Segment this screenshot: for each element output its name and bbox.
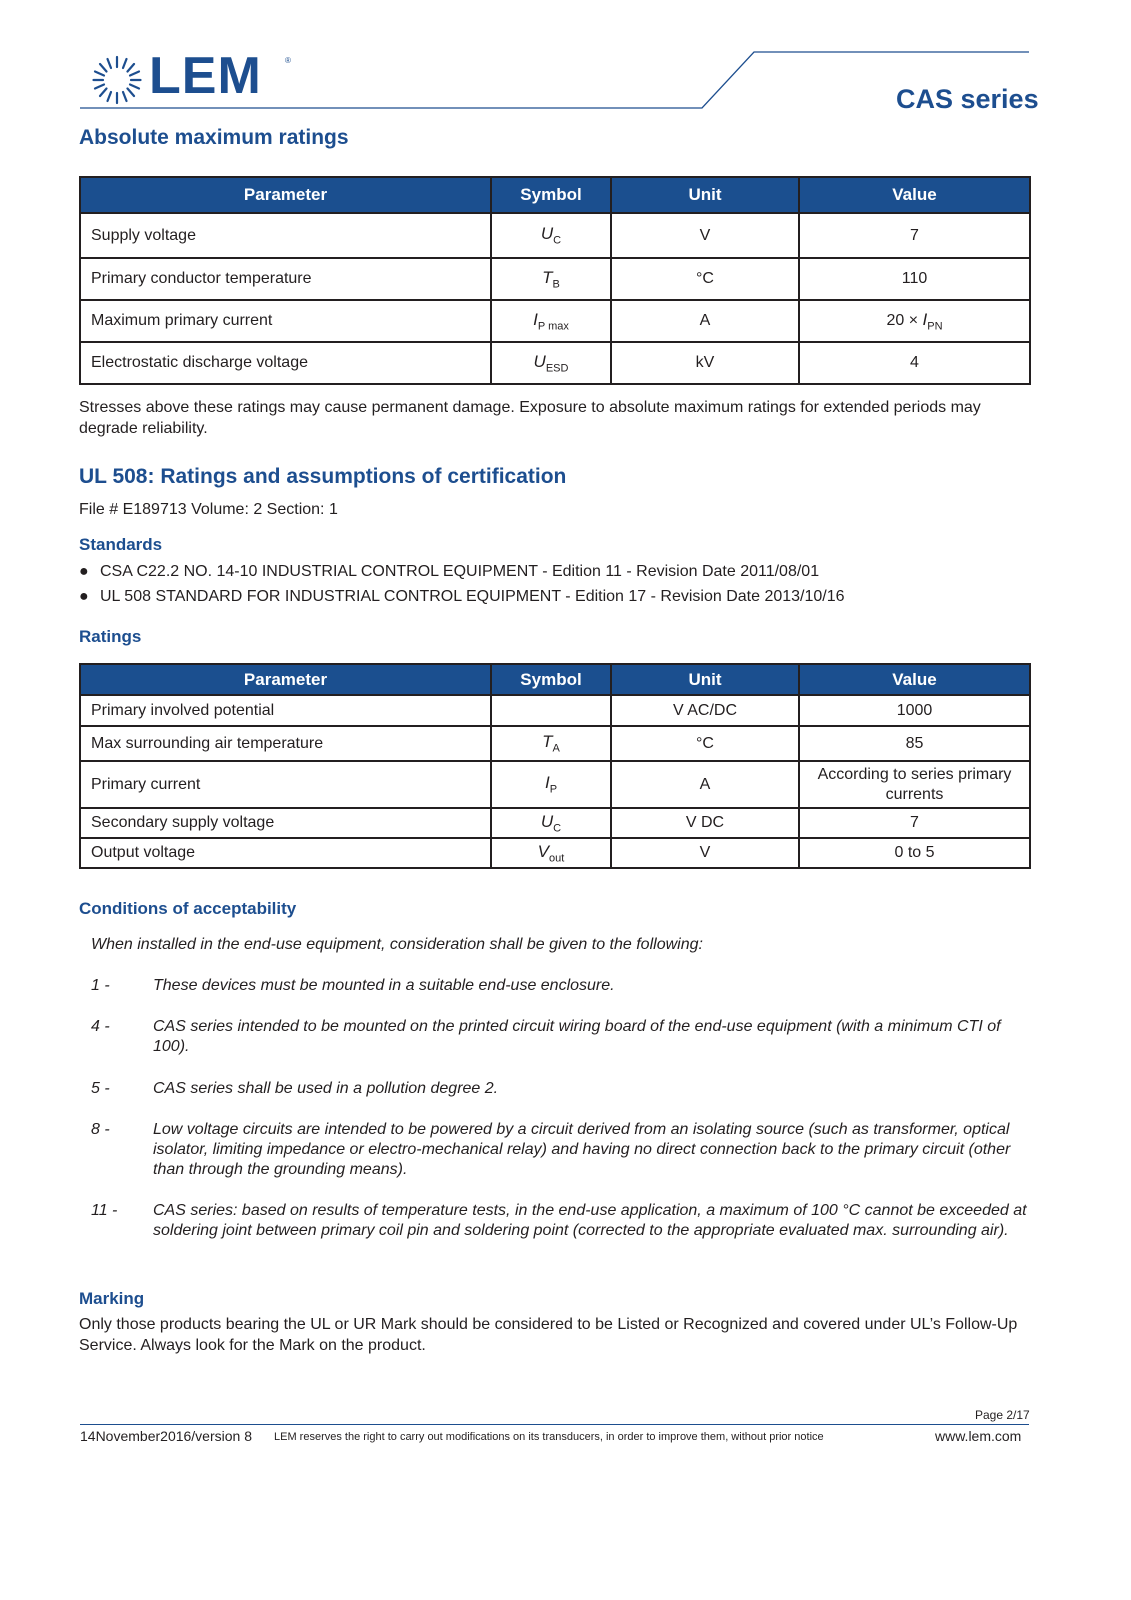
symbol-cell: $T_B$ xyxy=(491,258,611,300)
condition-number: 4 - xyxy=(91,1018,110,1035)
symbol-cell: $V_{out}$ xyxy=(491,838,611,868)
standards-list xyxy=(79,561,845,611)
condition-number: 8 - xyxy=(91,1121,110,1138)
sunburst-icon xyxy=(85,50,149,106)
abs-max-note: Stresses above these ratings may cause permanent damage. Exposure to absolute maximum ratings for extended periods may degrade reliability. xyxy=(79,399,981,437)
value-cell: 1000 xyxy=(799,695,1030,726)
value-cell: 110 xyxy=(799,258,1030,300)
param-cell: Primary involved potential xyxy=(80,695,491,726)
series-title: CAS series xyxy=(896,84,1039,114)
col-header-symbol: Symbol xyxy=(491,177,611,213)
value-cell: $20 \times I_{PN}$ xyxy=(799,300,1030,342)
table-row xyxy=(80,695,1030,726)
symbol-cell xyxy=(491,695,611,726)
col-header-parameter: Parameter xyxy=(80,177,491,213)
marking-title: Marking xyxy=(79,1289,145,1308)
param-cell: Primary current xyxy=(80,761,491,808)
unit-cell: V DC xyxy=(611,808,799,838)
conditions-title: Conditions of acceptability xyxy=(79,899,297,918)
col-header-symbol: Symbol xyxy=(491,664,611,695)
param-cell: Electrostatic discharge voltage xyxy=(80,342,491,384)
col-header-unit: Unit xyxy=(611,177,799,213)
col-header-value: Value xyxy=(799,664,1030,695)
symbol-cell: $I_{P max}$ xyxy=(491,300,611,342)
condition-text: CAS series: based on results of temperature tests, in the end-use application, a maximum of 100 °C cannot be exceeded at soldering joint between primary coil pin and soldering point (corrected to the appropriate evaluated max. surrounding air). xyxy=(153,1202,1027,1239)
value-cell: 4 xyxy=(799,342,1030,384)
page-number: Page 2/17 xyxy=(975,1408,1030,1422)
table-row xyxy=(80,808,1030,838)
condition-item xyxy=(91,1201,1031,1241)
unit-cell: A xyxy=(611,761,799,808)
condition-item xyxy=(91,1079,1031,1099)
condition-item xyxy=(91,1120,1031,1180)
unit-cell: °C xyxy=(611,726,799,761)
param-cell: Supply voltage xyxy=(80,213,491,258)
symbol-cell: $I_P$ xyxy=(491,761,611,808)
col-header-unit: Unit xyxy=(611,664,799,695)
table-row xyxy=(80,342,1030,384)
unit-cell: V AC/DC xyxy=(611,695,799,726)
logo-wordmark: LEM xyxy=(149,47,262,105)
standards-title: Standards xyxy=(79,535,163,554)
condition-text: CAS series shall be used in a pollution degree 2. xyxy=(153,1080,499,1097)
condition-item xyxy=(91,976,1031,996)
param-cell: Secondary supply voltage xyxy=(80,808,491,838)
registered-mark: ® xyxy=(285,56,291,65)
condition-item xyxy=(91,1017,1031,1057)
unit-cell: °C xyxy=(611,258,799,300)
col-header-parameter: Parameter xyxy=(80,664,491,695)
condition-text: CAS series intended to be mounted on the printed circuit wiring board of the end-use equipment (with a minimum CTI of 100). xyxy=(153,1018,1001,1055)
param-cell: Output voltage xyxy=(80,838,491,868)
table-row xyxy=(80,300,1030,342)
ratings-table xyxy=(79,663,1031,869)
symbol-cell: $U_C$ xyxy=(491,808,611,838)
footer-disclaimer: LEM reserves the right to carry out modifications on its transducers, in order to improve them, without prior notice xyxy=(274,1431,824,1443)
table-row xyxy=(80,258,1030,300)
value-cell: 85 xyxy=(799,726,1030,761)
unit-cell: V xyxy=(611,838,799,868)
footer-rule xyxy=(80,1424,1029,1425)
bullet-icon: ● xyxy=(79,588,89,605)
value-cell: 0 to 5 xyxy=(799,838,1030,868)
lem-logo xyxy=(85,47,305,106)
ul508-title: UL 508: Ratings and assumptions of certification xyxy=(79,465,567,488)
condition-number: 11 - xyxy=(91,1202,118,1219)
value-cell: 7 xyxy=(799,213,1030,258)
symbol-cell: $T_A$ xyxy=(491,726,611,761)
col-header-value: Value xyxy=(799,177,1030,213)
param-cell: Maximum primary current xyxy=(80,300,491,342)
condition-number: 1 - xyxy=(91,977,110,994)
param-cell: Max surrounding air temperature xyxy=(80,726,491,761)
bullet-icon: ● xyxy=(79,563,89,580)
symbol-cell: $U_{ESD}$ xyxy=(491,342,611,384)
table-row xyxy=(80,838,1030,868)
ul508-file: File # E189713 Volume: 2 Section: 1 xyxy=(79,501,338,518)
condition-text: Low voltage circuits are intended to be powered by a circuit derived from an isolating source (such as transformer, optical isolator, limiting impedance or electro-mechanical relay) and having no direct connection back to the primary circuit (other than through the grounding means). xyxy=(153,1121,1011,1178)
unit-cell: V xyxy=(611,213,799,258)
symbol-cell: $U_C$ xyxy=(491,213,611,258)
table-row xyxy=(80,213,1030,258)
abs-max-title: Absolute maximum ratings xyxy=(79,126,349,149)
abs-max-table xyxy=(79,176,1031,385)
unit-cell: kV xyxy=(611,342,799,384)
table-row xyxy=(80,726,1030,761)
table-row xyxy=(80,761,1030,808)
conditions-intro: When installed in the end-use equipment, consideration shall be given to the following: xyxy=(91,936,703,953)
param-cell: Primary conductor temperature xyxy=(80,258,491,300)
unit-cell: A xyxy=(611,300,799,342)
footer-website-link[interactable]: www.lem.com xyxy=(935,1428,1022,1444)
value-cell: 7 xyxy=(799,808,1030,838)
ratings-title: Ratings xyxy=(79,627,142,646)
footer-date: 14November2016/version 8 xyxy=(80,1428,252,1444)
list-item: ● CSA C22.2 NO. 14-10 INDUSTRIAL CONTROL EQUIPMENT - Edition 11 - Revision Date 2011/08/01 xyxy=(79,563,820,580)
value-cell: According to series primary currents xyxy=(799,761,1030,808)
list-item: ● UL 508 STANDARD FOR INDUSTRIAL CONTROL EQUIPMENT - Edition 17 - Revision Date 2013/10/16 xyxy=(79,588,845,605)
condition-text: These devices must be mounted in a suitable end-use enclosure. xyxy=(153,977,615,994)
marking-text: Only those products bearing the UL or UR Mark should be considered to be Listed or Recognized and covered under UL’s Follow-Up Service. Always look for the Mark on the product. xyxy=(79,1316,1018,1354)
condition-number: 5 - xyxy=(91,1080,110,1097)
